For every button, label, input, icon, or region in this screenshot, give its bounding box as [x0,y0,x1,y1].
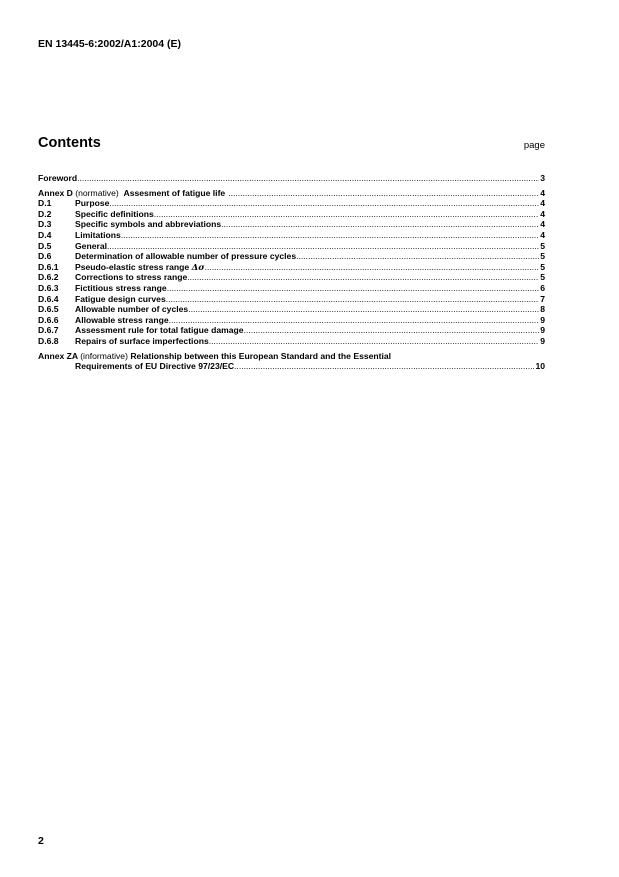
toc-entry-title: Specific symbols and abbreviations [75,219,222,230]
toc-entry-page: 5 [540,251,545,262]
toc-entry-page: 5 [540,272,545,283]
dot-leader [205,262,540,273]
dot-leader [234,361,534,372]
toc-entry-number: D.6.3 [38,282,59,293]
dot-leader [187,272,539,283]
annex-title-line2: Requirements of EU Directive 97/23/EC [75,361,235,372]
annex-qualifier: (informative) [80,350,128,361]
toc-entry-d6-4[interactable] [38,294,545,305]
document-code-header: EN 13445-6:2002/A1:2004 (E) [38,38,182,50]
dot-leader [244,325,540,336]
toc-entry-number: D.6.4 [38,293,59,304]
toc-entry-d6-1[interactable] [38,262,545,273]
dot-leader [209,336,539,347]
toc-entry-d3[interactable] [38,219,545,230]
toc-entry-d6-5[interactable] [38,304,545,315]
toc-entry-page: 3 [540,173,545,183]
dot-leader [107,241,539,252]
toc-entry-page: 4 [540,208,545,219]
dot-leader [109,198,539,209]
toc-entry-title [38,351,394,362]
table-of-contents [38,173,545,372]
toc-entry-title: Fatigue design curves [75,293,166,304]
toc-entry-d6-6[interactable] [38,315,545,326]
toc-entry-page: 9 [540,335,545,346]
page-number: 2 [38,835,44,847]
toc-entry-title: Corrections to stress range [75,272,188,283]
toc-entry-number: D.6.6 [38,314,59,325]
toc-entry-title: Repairs of surface imperfections [75,335,209,346]
dot-leader [166,294,539,305]
dot-leader [169,315,540,326]
toc-entry-title: Specific definitions [75,208,154,219]
toc-entry-annex-d[interactable] [38,188,545,199]
toc-entry-number: D.6.7 [38,325,59,336]
toc-entry-d5[interactable] [38,241,545,252]
toc-entry-title: Limitations [75,229,121,240]
dot-leader [77,173,539,184]
toc-entry-number: D.6.1 [38,261,59,272]
toc-entry-page: 4 [540,187,545,198]
toc-entry-number: D.6.2 [38,272,59,283]
page-column-label: page [523,140,545,151]
toc-entry-title: General [75,240,108,251]
toc-entry-d6-3[interactable] [38,283,545,294]
dot-leader [154,209,539,220]
toc-entry-title: Foreword [38,173,78,183]
dot-leader [167,283,540,294]
toc-entry-d1[interactable] [38,198,545,209]
toc-entry-foreword[interactable] [38,173,545,184]
toc-entry-number: D.4 [38,229,52,240]
toc-entry-d4[interactable] [38,230,545,241]
annex-label: Annex D [38,187,73,198]
toc-entry-d6-8[interactable] [38,336,545,347]
toc-entry-page: 6 [540,282,545,293]
annex-label: Annex ZA [38,350,78,361]
toc-entry-title [38,188,228,199]
dot-leader [228,188,539,199]
toc-entry-number: D.2 [38,208,52,219]
toc-entry-title: Allowable stress range [75,314,169,325]
toc-entry-page: 4 [540,198,545,209]
toc-entry-d6-7[interactable] [38,325,545,336]
annex-qualifier: (normative) [75,187,119,198]
dot-leader [188,304,539,315]
toc-entry-page: 4 [540,229,545,240]
toc-entry-title: Fictitious stress range [75,282,167,293]
toc-entry-title-text: Pseudo-elastic stress range [75,261,190,272]
toc-entry-annex-za-continued[interactable] [38,361,545,372]
toc-entry-number: D.6.5 [38,304,59,315]
toc-entry-page: 7 [540,293,545,304]
toc-entry-number: D.1 [38,198,52,209]
dot-leader [121,230,539,241]
toc-entry-page: 10 [535,361,545,372]
annex-title: Assesment of fatigue life [123,187,226,198]
toc-entry-number: D.6 [38,251,52,262]
toc-entry-annex-za[interactable] [38,351,545,362]
toc-entry-title: Allowable number of cycles [75,304,189,315]
annex-title-line1: Relationship between this European Standard and the Essential [130,350,392,361]
dot-leader [296,251,539,262]
toc-entry-d2[interactable] [38,209,545,220]
toc-entry-d6[interactable] [38,251,545,262]
contents-heading: Contents [38,135,101,151]
toc-entry-page: 9 [540,314,545,325]
toc-entry-title: Assessment rule for total fatigue damage [75,325,244,336]
toc-entry-number: D.6.8 [38,335,59,346]
toc-entry-title: Purpose [75,198,110,209]
toc-entry-number: D.5 [38,240,52,251]
dot-leader [221,219,539,230]
toc-entry-page: 9 [540,325,545,336]
toc-entry-page: 5 [540,261,545,272]
toc-entry-number: D.3 [38,219,52,230]
toc-entry-page: 8 [540,304,545,315]
toc-entry-title: Determination of allowable number of pressure cycles [75,251,297,262]
toc-entry-page: 4 [540,219,545,230]
delta-sigma-symbol: Δσ [191,262,205,273]
toc-entry-page: 5 [540,240,545,251]
toc-entry-d6-2[interactable] [38,272,545,283]
